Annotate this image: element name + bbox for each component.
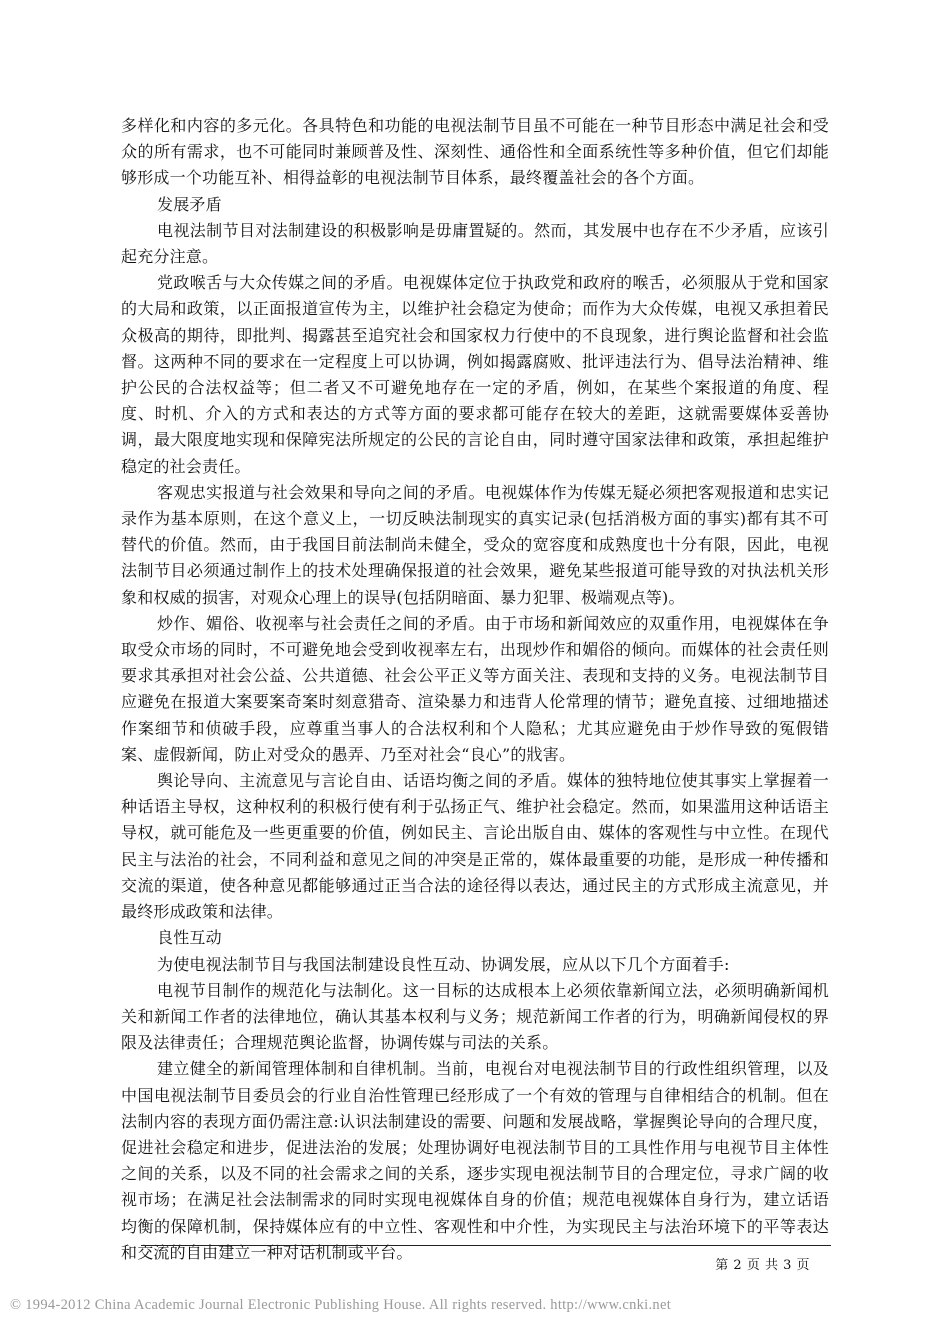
paragraph: 电视节目制作的规范化与法制化。这一目标的达成根本上必须依靠新闻立法，必须明确新闻机关和新闻工作者的法律地位，确认其基本权利与义务；规范新闻工作者的行为，明确新闻侵权的界限及法律责任；合理规范舆论监督，协调传媒与司法的关系。 (121, 980, 829, 1053)
footer-divider (141, 1245, 831, 1246)
copyright-watermark: © 1994-2012 China Academic Journal Electronic Publishing House. All rights reserved. http://www.cnki.net (10, 1297, 672, 1313)
section-heading-benign-interaction: 良性互动 (157, 928, 222, 948)
paragraph: 舆论导向、主流意见与言论自由、话语均衡之间的矛盾。媒体的独特地位使其事实上掌握着一种话语主导权，这种权利的积极行使有利于弘扬正气、维护社会稳定。然而，如果滥用这种话语主导权，就可能危及一些更重要的价值，例如民主、言论出版自由、媒体的客观性与中立性。在现代民主与法治的社会，不同利益和意见之间的冲突是正常的，媒体最重要的功能，是形成一种传播和交流的渠道，使各种意见都能够通过正当合法的途径得以表达，通过民主的方式形成主流意见，并最终形成政策和法律。 (121, 771, 829, 922)
paragraph: 多样化和内容的多元化。各具特色和功能的电视法制节目虽不可能在一种节目形态中满足社会和受众的所有需求，也不可能同时兼顾普及性、深刻性、通俗性和全面系统性等多种价值，但它们却能够形成一个功能互补、相得益彰的电视法制节目体系，最终覆盖社会的各个方面。 (121, 116, 829, 188)
paragraph: 党政喉舌与大众传媒之间的矛盾。电视媒体定位于执政党和政府的喉舌，必须服从于党和国家的大局和政策，以正面报道宣传为主，以维护社会稳定为使命；而作为大众传媒，电视又承担着民众极高的期待，即批判、揭露甚至追究社会和国家权力行使中的不良现象，进行舆论监督和社会监督。这两种不同的要求在一定程度上可以协调，例如揭露腐败、批评违法行为、倡导法治精神、维护公民的合法权益等；但二者又不可避免地存在一定的矛盾，例如，在某些个案报道的角度、程度、时机、介入的方式和表达的方式等方面的要求都可能存在较大的差距，这就需要媒体妥善协调，最大限度地实现和保障宪法所规定的公民的言论自由，同时遵守国家法律和政策，承担起维护稳定的社会责任。 (121, 273, 829, 476)
section-heading-development-contradictions: 发展矛盾 (157, 194, 222, 214)
document-body (121, 113, 829, 1266)
page-number: 第 2 页 共 3 页 (715, 1258, 810, 1273)
paragraph: 炒作、媚俗、收视率与社会责任之间的矛盾。由于市场和新闻效应的双重作用，电视媒体在争取受众市场的同时，不可避免地会受到收视率左右，出现炒作和媚俗的倾向。而媒体的社会责任则要求其承担对社会公益、公共道德、社会公平正义等方面关注、表现和支持的义务。电视法制节目应避免在报道大案要案奇案时刻意猎奇、渲染暴力和违背人伦常理的情节；避免直接、过细地描述作案细节和侦破手段，应尊重当事人的合法权利和个人隐私；尤其应避免由于炒作导致的冤假错案、虚假新闻，防止对受众的愚弄、乃至对社会“良心”的戕害。 (121, 613, 829, 764)
paragraph: 电视法制节目对法制建设的积极影响是毋庸置疑的。然而，其发展中也存在不少矛盾，应该引起充分注意。 (121, 220, 829, 267)
paragraph: 为使电视法制节目与我国法制建设良性互动、协调发展，应从以下几个方面着手: (157, 954, 730, 974)
paragraph: 建立健全的新闻管理体制和自律机制。当前，电视台对电视法制节目的行政性组织管理，以及中国电视法制节目委员会的行业自治性管理已经形成了一个有效的管理与自律相结合的机制。但在法制内容的表现方面仍需注意:认识法制建设的需要、问题和发展战略，掌握舆论导向的合理尺度，促进社会稳定和进步，促进法治的发展；处理协调好电视法制节目的工具性作用与电视节目主体性之间的关系，以及不同的社会需求之间的关系，逐步实现电视法制节目的合理定位，寻求广阔的收视市场；在满足社会法制需求的同时实现电视媒体自身的价值；规范电视媒体自身行为，建立话语均衡的保障机制，保持媒体应有的中立性、客观性和中介性，为实现民主与法治环境下的平等表达和交流的自由建立一种对话机制或平台。 (121, 1059, 829, 1262)
paragraph: 客观忠实报道与社会效果和导向之间的矛盾。电视媒体作为传媒无疑必须把客观报道和忠实记录作为基本原则，在这个意义上，一切反映法制现实的真实记录(包括消极方面的事实)都有其不可替代的价值。然而，由于我国目前法制尚未健全，受众的宽容度和成熟度也十分有限，因此，电视法制节目必须通过制作上的技术处理确保报道的社会效果，避免某些报道可能导致的对执法机关形象和权威的损害，对观众心理上的误导(包括阴暗面、暴力犯罪、极端观点等)。 (121, 482, 829, 607)
